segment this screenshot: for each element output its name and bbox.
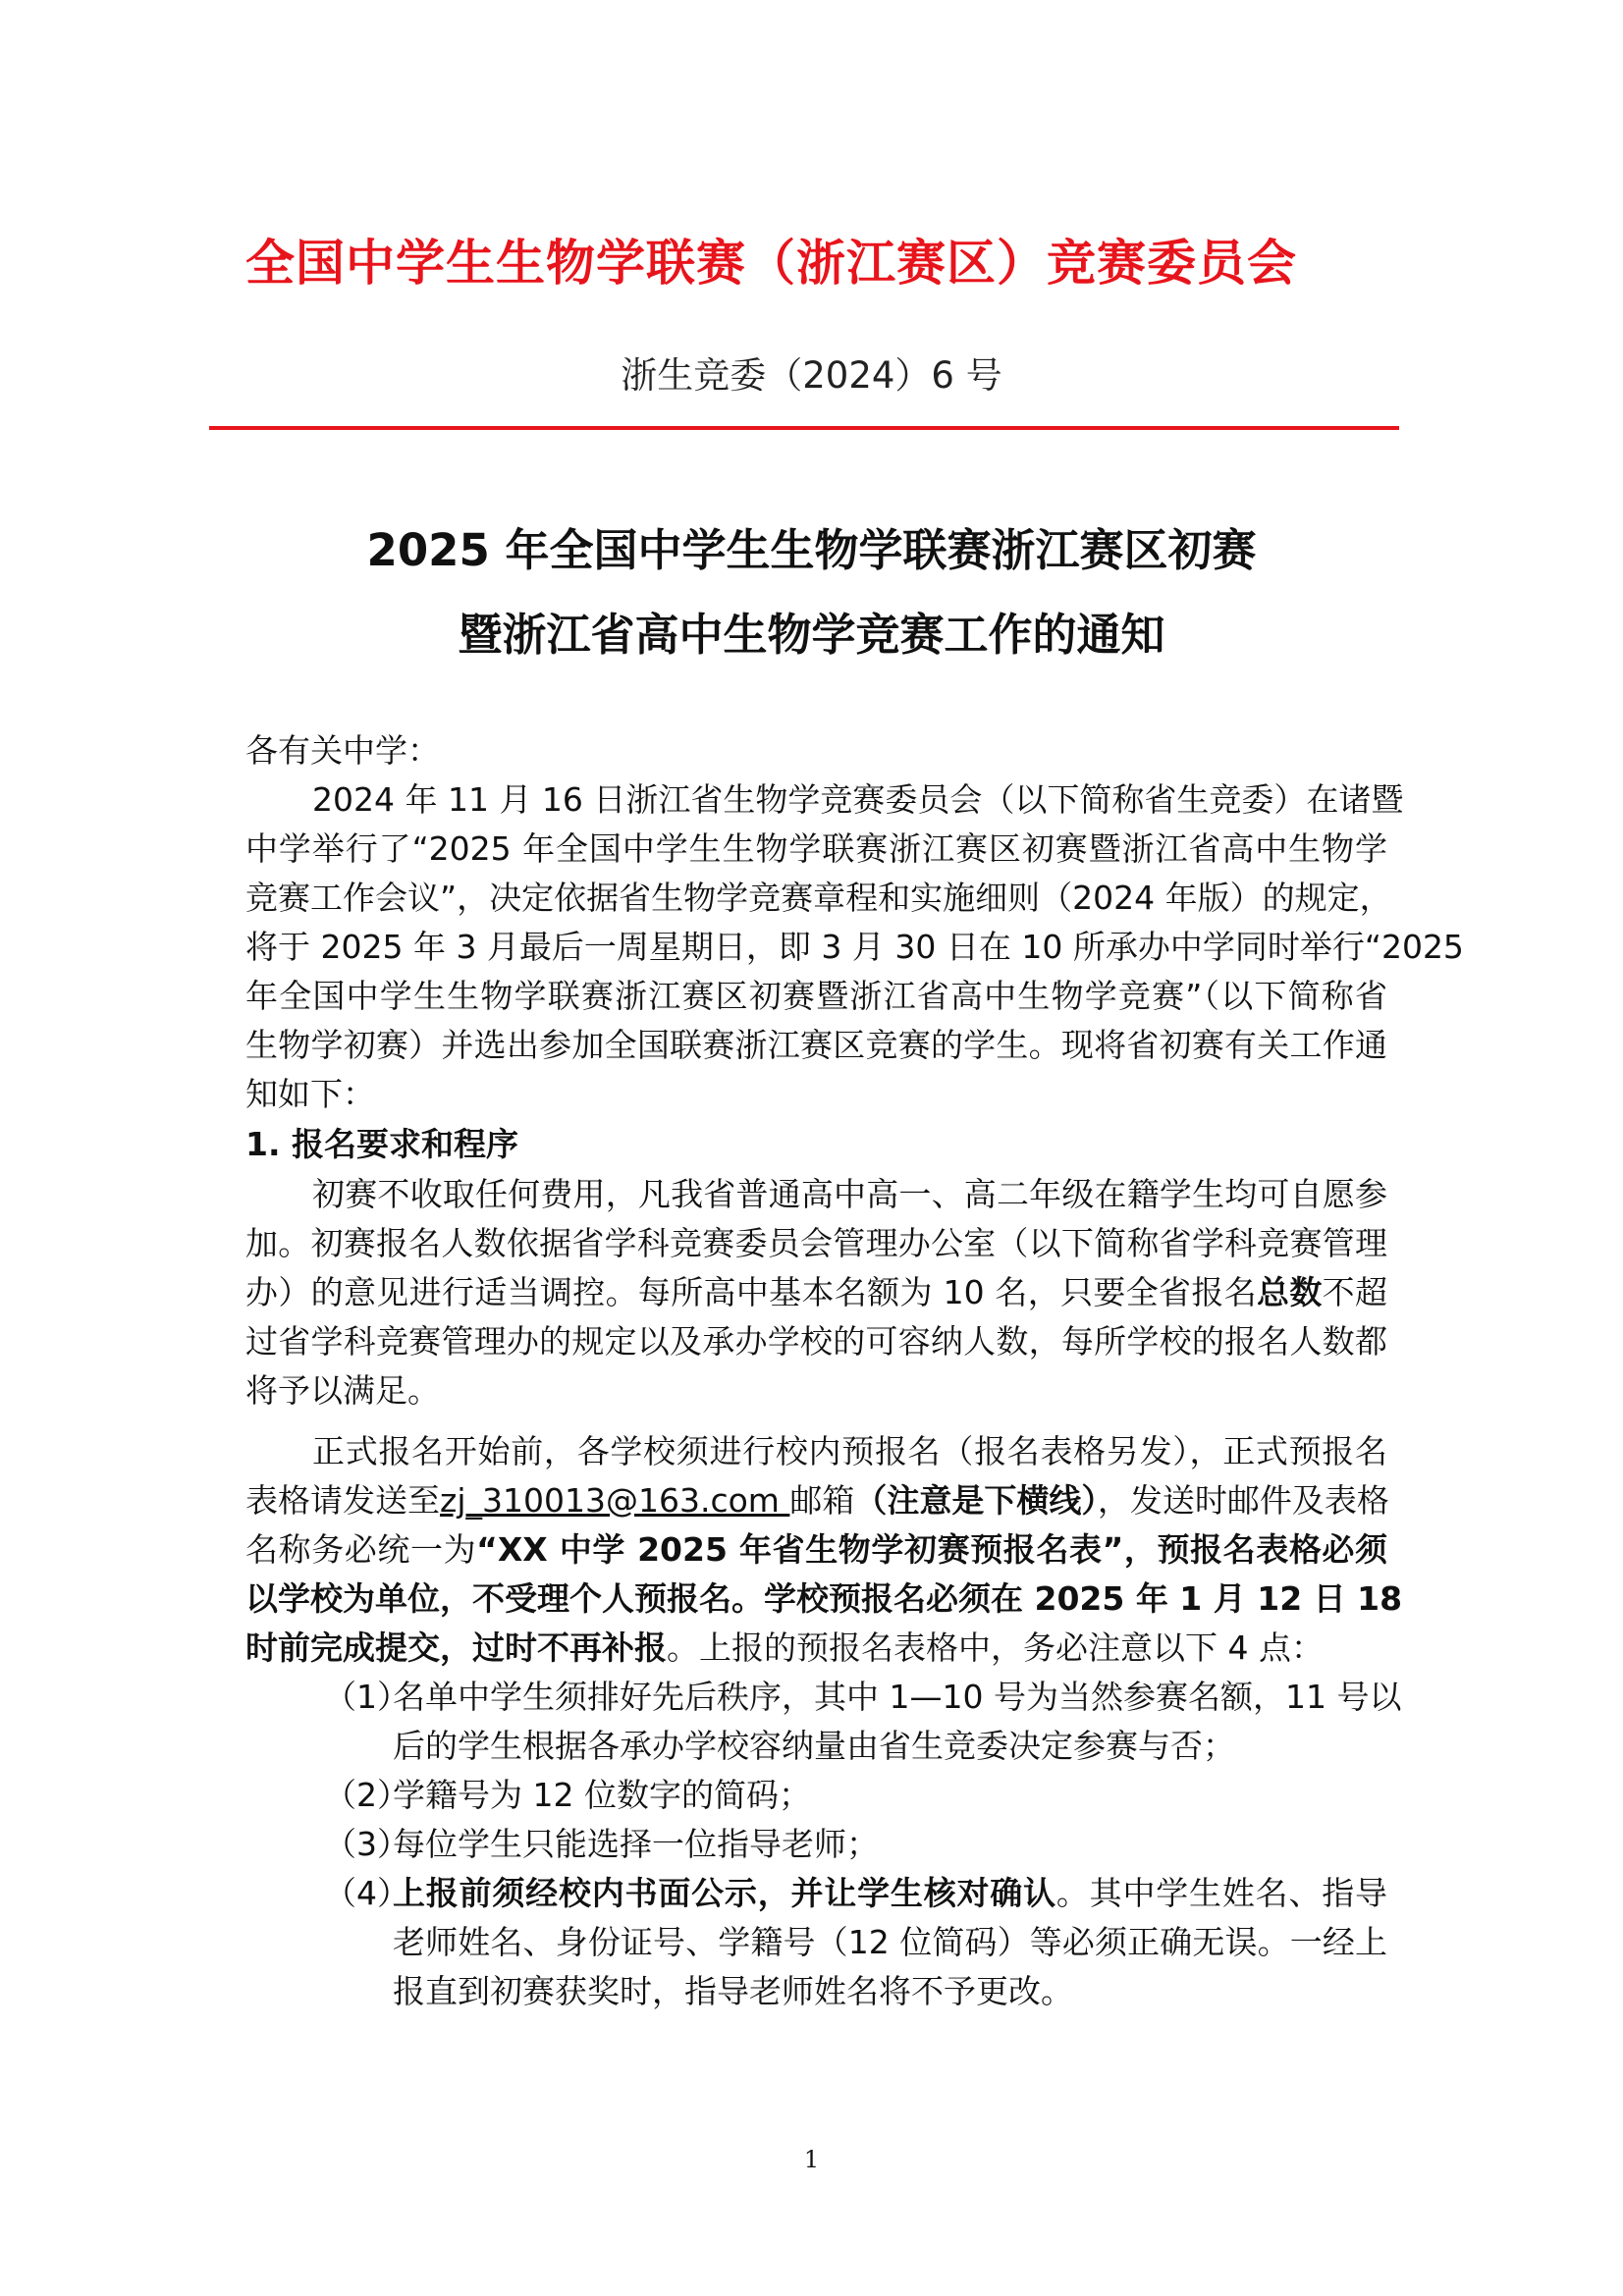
intro-line: 2024 年 11 月 16 日浙江省生物学竞赛委员会（以下简称省生竞委）在诸暨: [312, 780, 1404, 819]
paragraph-line: 初赛不收取任何费用，凡我省普通高中高一、高二年级在籍学生均可自愿参: [312, 1175, 1387, 1213]
bold-requirement: 上报前须经校内书面公示，并让学生核对确认: [393, 1874, 1056, 1912]
issuing-organization-header: 全国中学生生物学联赛（浙江赛区）竞赛委员会: [245, 235, 1297, 292]
section-1-heading: 1. 报名要求和程序: [245, 1125, 518, 1163]
list-item-4: [245, 1869, 1387, 2016]
paragraph-line: [245, 1476, 1387, 1525]
document-number: 浙生竞委（2024）6 号: [621, 354, 1002, 397]
list-item-number: （2）: [324, 1776, 409, 1814]
intro-line: 中学举行了“2025 年全国中学生生物学联赛浙江赛区初赛暨浙江省高中生物学: [245, 829, 1387, 868]
paragraph-text: 不超: [1322, 1273, 1387, 1311]
underscore-note: （注意是下横线）: [854, 1481, 1098, 1520]
paragraph-line-bold: 以学校为单位，不受理个人预报名。学校预报名必须在 2025 年 1 月 12 日 18: [245, 1579, 1403, 1618]
list-item-line: 报直到初赛获奖时，指导老师姓名将不予更改。: [393, 1972, 1073, 2010]
intro-line: 知如下：: [245, 1075, 375, 1113]
list-item-3: [245, 1820, 1387, 1869]
intro-line: 竞赛工作会议”，决定依据省生物学竞赛章程和实施细则（2024 年版）的规定，: [245, 879, 1392, 917]
intro-paragraph: [245, 775, 1464, 1119]
list-item-number: （1）: [324, 1678, 409, 1716]
red-divider-line: [209, 426, 1399, 430]
page-number: 1: [803, 2146, 820, 2173]
paragraph-text: 办）的意见进行适当调控。每所高中基本名额为 10 名，只要全省报名: [245, 1273, 1258, 1311]
email-link[interactable]: zj_310013@163.com: [440, 1481, 790, 1520]
list-item-line: 每位学生只能选择一位指导老师；: [393, 1825, 879, 1863]
intro-line: 年全国中学生生物学联赛浙江赛区初赛暨浙江省高中生物学竞赛”（以下简称省: [245, 977, 1387, 1015]
bold-deadline: 时前完成提交，过时不再补报: [245, 1629, 667, 1667]
list-item-line: [245, 1869, 1387, 1918]
list-item-number: （3）: [324, 1825, 409, 1863]
list-item-line: 名单中学生须排好先后秩序，其中 1—10 号为当然参赛名额，11 号以: [393, 1678, 1402, 1716]
paragraph-line: 正式报名开始前，各学校须进行校内预报名（报名表格另发），正式预报名: [312, 1432, 1387, 1470]
notice-title-line-1: 2025 年全国中学生生物学联赛浙江赛区初赛: [366, 524, 1257, 576]
paragraph-line: [245, 1525, 1387, 1575]
list-item-line: 后的学生根据各承办学校容纳量由省生竞委决定参赛与否；: [393, 1727, 1235, 1765]
paragraph-line: [245, 1268, 1387, 1317]
intro-line: 生物学初赛）并选出参加全国联赛浙江赛区竞赛的学生。现将省初赛有关工作通: [245, 1026, 1387, 1064]
paragraph-text: ，发送时邮件及表格: [1097, 1481, 1389, 1520]
bold-requirement: “XX 中学 2025 年省生物学初赛预报名表”，预报名表格必须: [476, 1530, 1388, 1569]
paragraph-text: 邮箱: [789, 1481, 855, 1520]
paragraph-line: 过省学科竞赛管理办的规定以及承办学校的可容纳人数，每所学校的报名人数都: [245, 1322, 1387, 1361]
pre-registration-paragraph: [245, 1427, 1403, 1673]
paragraph-text: 表格请发送至: [245, 1481, 440, 1520]
notice-body: [245, 726, 1464, 2016]
paragraph-line: 加。初赛报名人数依据省学科竞赛委员会管理办公室（以下简称省学科竞赛管理: [245, 1224, 1387, 1262]
paragraph-text: 。上报的预报名表格中，务必注意以下 4 点：: [667, 1629, 1324, 1667]
list-item-2: [245, 1771, 1387, 1820]
list-item-number: （4）: [324, 1874, 409, 1912]
paragraph-line: [245, 1624, 1387, 1673]
paragraph-line: 将予以满足。: [245, 1371, 440, 1410]
paragraph-text: 名称务必统一为: [245, 1530, 477, 1569]
intro-line: 将于 2025 年 3 月最后一周星期日，即 3 月 30 日在 10 所承办中学同时举行“2025: [245, 928, 1464, 966]
list-item-line: 学籍号为 12 位数字的简码；: [393, 1776, 811, 1814]
bold-total-word: 总数: [1257, 1273, 1323, 1311]
list-item-1: [245, 1673, 1402, 1771]
notice-title-line-2: 暨浙江省高中生物学竞赛工作的通知: [458, 609, 1165, 661]
salutation: 各有关中学：: [245, 731, 440, 770]
registration-paragraph: [245, 1170, 1387, 1415]
list-item-text: 。其中学生姓名、指导: [1055, 1874, 1388, 1912]
list-item-line: 老师姓名、身份证号、学籍号（12 位简码）等必须正确无误。一经上: [393, 1923, 1387, 1961]
